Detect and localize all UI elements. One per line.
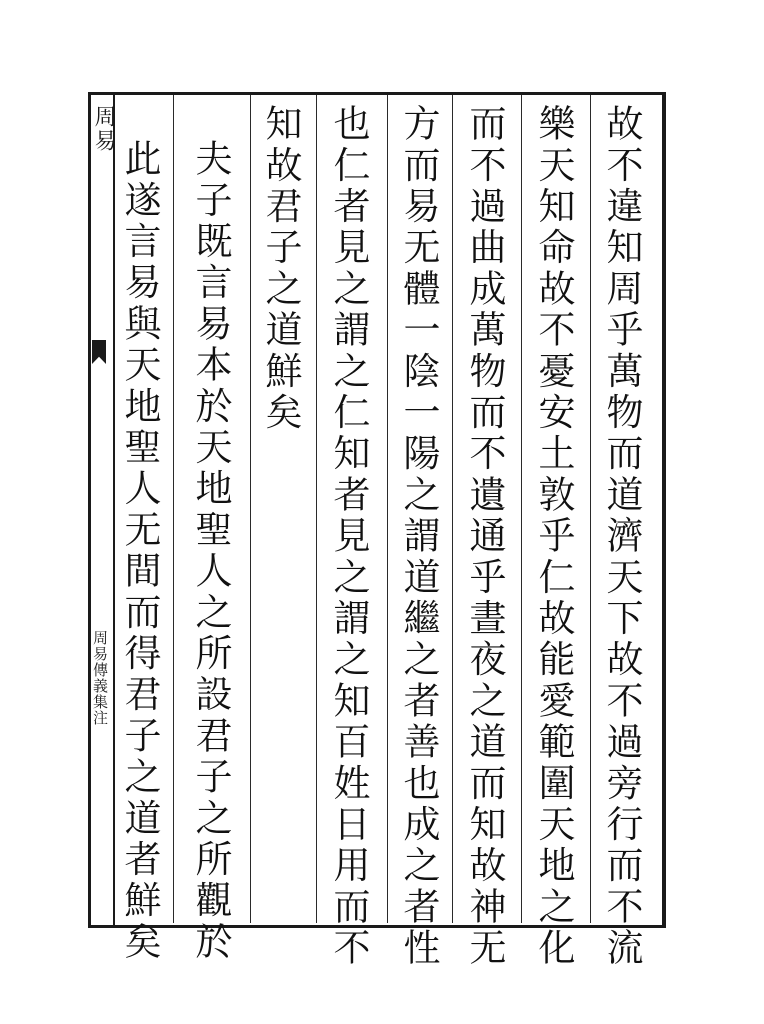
column-rule (521, 95, 522, 923)
commentary-column: 此遂言易與天地聖人无間而得君子之道者鮮矣 (118, 139, 161, 963)
commentary-column: 夫子既言易本於天地聖人之所設君子之所觀於 (189, 139, 232, 963)
column-rule (387, 95, 388, 923)
column-rule (452, 95, 453, 923)
text-column: 故不違知周乎萬物而道濟天下故不過旁行而不流 (600, 104, 643, 970)
column-rule (250, 95, 251, 923)
text-column: 而不過曲成萬物而不遺通乎晝夜之道而知故神无 (463, 104, 506, 970)
column-rule (173, 95, 174, 923)
text-column: 樂天知命故不憂安土敦乎仁故能愛範圍天地之化 (532, 104, 575, 970)
margin-title: 周易 (91, 105, 116, 153)
text-column: 也仁者見之謂之仁知者見之謂之知百姓日用而不 (327, 104, 370, 970)
column-rule (316, 95, 317, 923)
text-column: 知故君子之道鮮矣 (259, 104, 302, 434)
margin-strip (88, 92, 115, 928)
page-frame (88, 92, 666, 928)
margin-subtitle: 周易傳義集注 (91, 630, 109, 726)
column-rule (590, 95, 591, 923)
text-column: 方而易无體一陰一陽之謂道繼之者善也成之者性 (397, 104, 440, 970)
